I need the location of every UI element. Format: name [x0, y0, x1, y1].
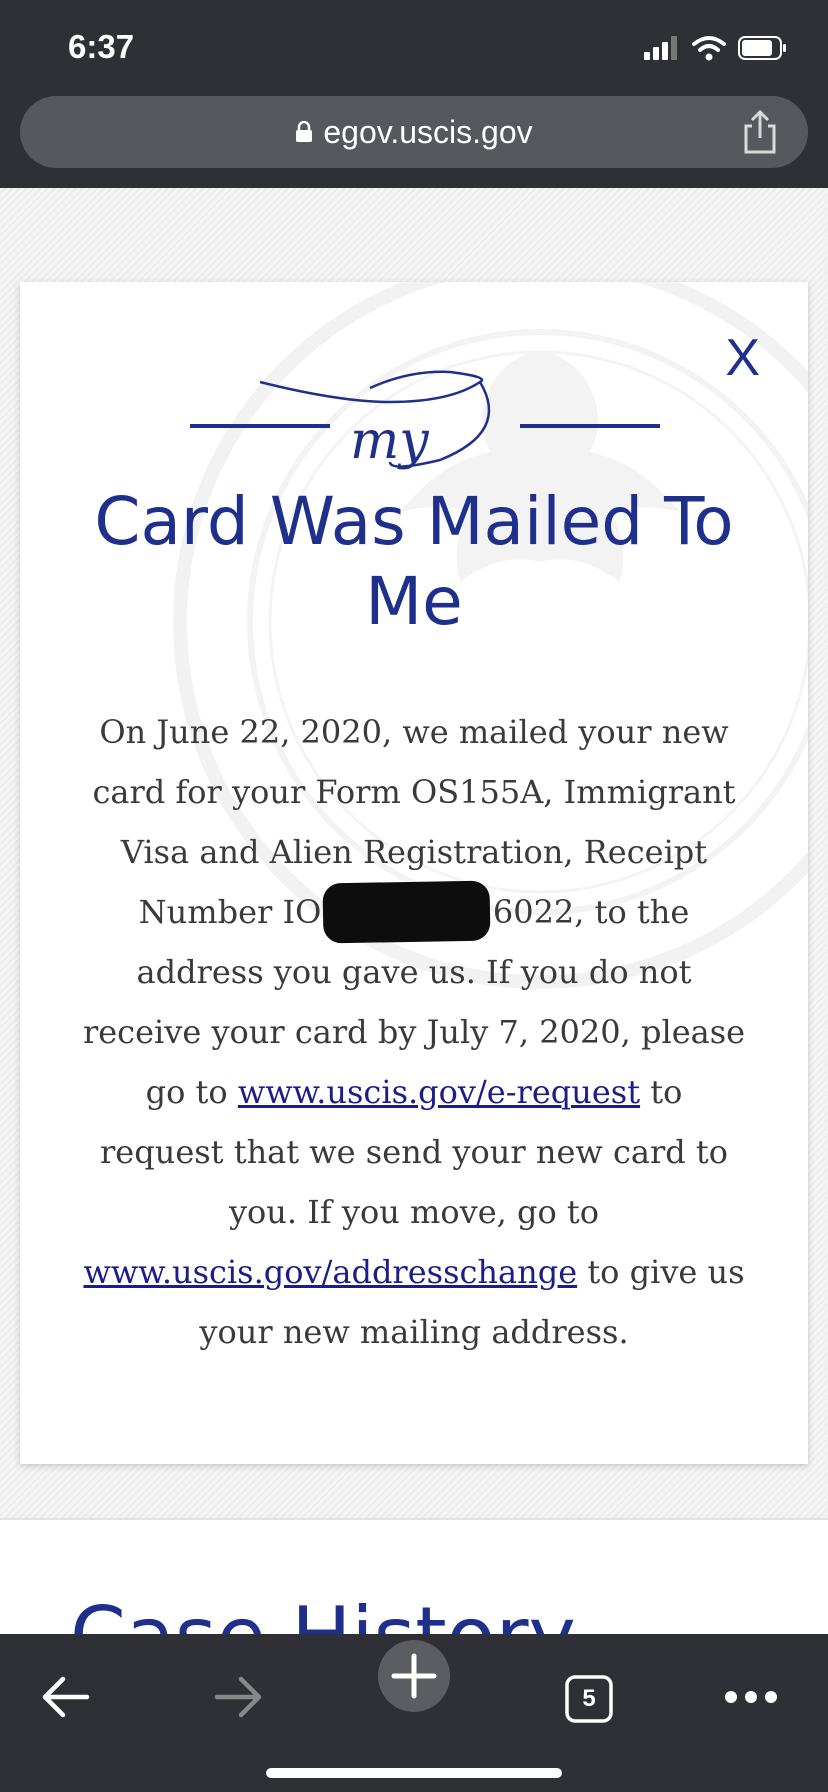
battery-icon — [738, 35, 788, 66]
menu-button[interactable] — [716, 1664, 786, 1734]
home-indicator[interactable] — [266, 1768, 562, 1778]
page-content — [0, 188, 828, 1634]
status-icons — [644, 34, 788, 66]
receipt-number-start: IO — [282, 893, 322, 931]
more-dots-icon — [723, 1689, 779, 1710]
my-uscis-logo — [190, 362, 660, 492]
message-text-1: On June 22, 2020, we mailed your new card for your Form OS155A, Immigrant Visa and Alien Registration, Receipt Number — [92, 713, 736, 931]
back-button[interactable] — [30, 1664, 100, 1734]
receipt-number-end: 6022 — [492, 893, 575, 931]
share-icon — [740, 141, 780, 158]
url-text: egov.uscis.gov — [323, 113, 533, 150]
modal-message — [80, 702, 748, 1362]
tabs-button[interactable] — [554, 1664, 624, 1734]
plus-icon — [378, 1640, 450, 1717]
wifi-icon — [692, 35, 726, 66]
address-bar[interactable] — [20, 96, 808, 168]
redaction-mark: XXXXXXX — [323, 881, 491, 944]
forward-arrow-icon — [213, 1675, 265, 1724]
message-text-3: to request that we send your new card to you. If you move, go to — [99, 1073, 729, 1231]
forward-button[interactable] — [204, 1664, 274, 1734]
close-button[interactable]: X — [725, 329, 760, 387]
card-mailed-modal — [20, 282, 808, 1464]
cellular-signal-icon — [644, 36, 680, 65]
status-time: 6:37 — [68, 28, 135, 65]
new-tab-button[interactable] — [378, 1642, 450, 1714]
message-text-4: to give us your new mailing address. — [199, 1253, 745, 1351]
svg-text:my: my — [350, 411, 429, 471]
case-history-section — [0, 1518, 828, 1640]
e-request-link[interactable]: www.uscis.gov/e-request — [237, 1073, 641, 1111]
browser-bottom-toolbar — [0, 1634, 828, 1792]
share-button[interactable] — [740, 110, 780, 154]
address-change-link[interactable]: www.uscis.gov/addresschange — [83, 1253, 578, 1291]
browser-top-bar — [0, 0, 828, 188]
lock-icon — [295, 114, 313, 151]
tabs-count: 5 — [582, 1685, 596, 1712]
message-text-2: , to the address you gave us. If you do not receive your card by July 7, 2020, please go to — [82, 893, 746, 1111]
modal-title: Card Was Mailed To Me — [94, 483, 734, 640]
back-arrow-icon — [39, 1675, 91, 1724]
